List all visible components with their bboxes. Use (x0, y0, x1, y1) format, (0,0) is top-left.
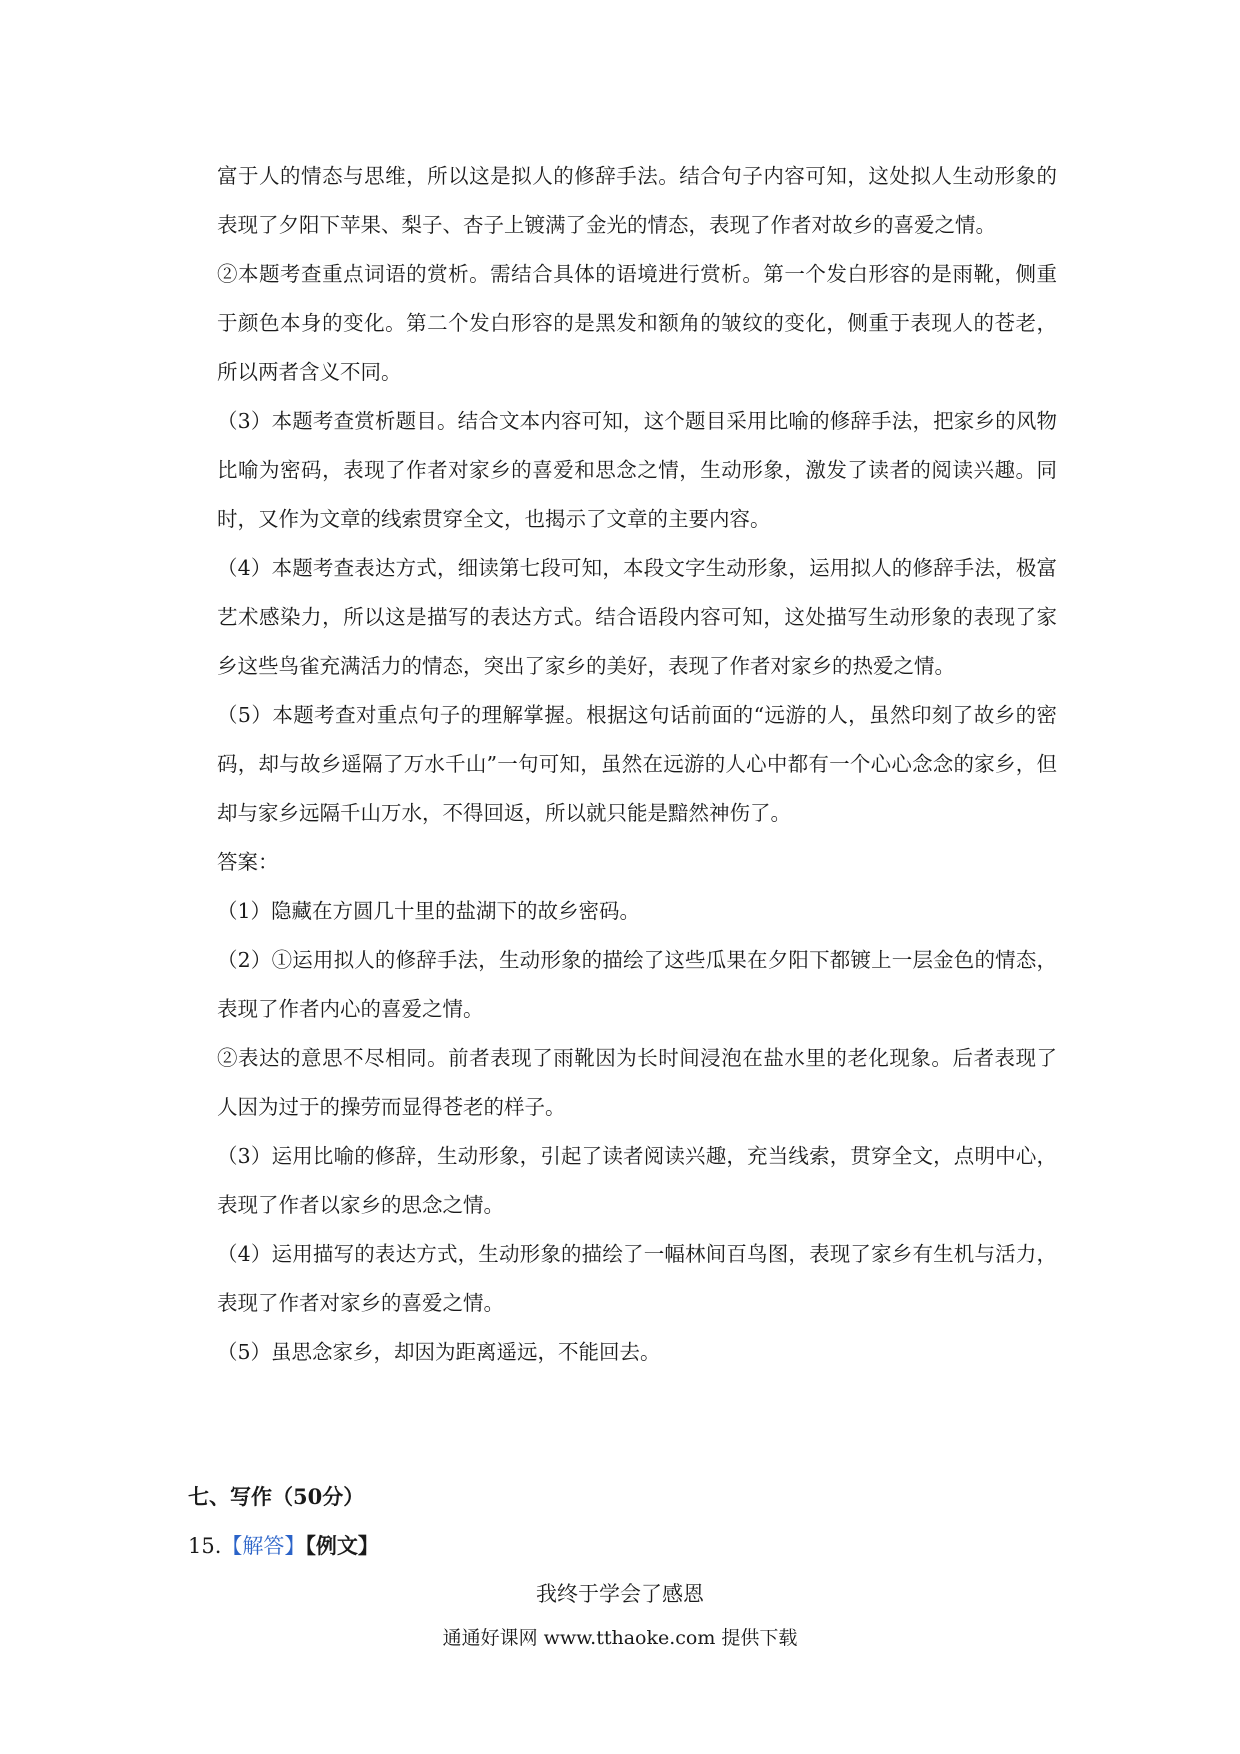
answer-item-2a: （2）①运用拟人的修辞手法，生动形象的描绘了这些瓜果在夕阳下都镀上一层金色的情态，表现了作者内心的喜爱之情。 (217, 948, 1057, 1021)
answer-explanation-body (217, 152, 1057, 1377)
answer-label: 答案： (217, 850, 279, 874)
section-heading-writing: 七、写作（50分） (188, 1484, 365, 1509)
example-essay-tag: 【例文】 (305, 1533, 379, 1558)
answer-item-3: （3）运用比喻的修辞，生动形象，引起了读者阅读兴趣，充当线索，贯穿全文，点明中心，表现了作者以家乡的思念之情。 (217, 1144, 1057, 1217)
answer-item-5: （5）虽思念家乡，却因为距离遥远，不能回去。 (217, 1340, 661, 1364)
question-number: 15. (188, 1534, 222, 1558)
paragraph-expression-method: （4）本题考查表达方式，细读第七段可知，本段文字生动形象，运用拟人的修辞手法，极富艺术感染力，所以这是描写的表达方式。结合语段内容可知，这处描写生动形象的表现了家乡这些鸟雀充满活力的情态，突出了家乡的美好，表现了作者对家乡的热爱之情。 (217, 556, 1057, 678)
paragraph-title-analysis: （3）本题考查赏析题目。结合文本内容可知，这个题目采用比喻的修辞手法，把家乡的风物比喻为密码，表现了作者对家乡的喜爱和思念之情，生动形象，激发了读者的阅读兴趣。同时，又作为文章的线索贯穿全文，也揭示了文章的主要内容。 (217, 409, 1057, 531)
paragraph-word-appreciation: ②本题考查重点词语的赏析。需结合具体的语境进行赏析。第一个发白形容的是雨靴，侧重于颜色本身的变化。第二个发白形容的是黑发和额角的皱纹的变化，侧重于表现人的苍老，所以两者含义不同。 (217, 262, 1057, 384)
paragraph-sentence-understanding: （5）本题考查对重点句子的理解掌握。根据这句话前面的“远游的人，虽然印刻了故乡的密码，却与故乡遥隔了万水千山”一句可知，虽然在远游的人心中都有一个心心念念的家乡，但却与家乡远隔千山万水，不得回返，所以就只能是黯然神伤了。 (217, 703, 1057, 825)
answer-item-2b: ②表达的意思不尽相同。前者表现了雨靴因为长时间浸泡在盐水里的老化现象。后者表现了人因为过于的操劳而显得苍老的样子。 (217, 1046, 1057, 1119)
answer-tag: 【解答】 (221, 1534, 306, 1558)
paragraph-rhetoric-analysis: 富于人的情态与思维，所以这是拟人的修辞手法。结合句子内容可知，这处拟人生动形象的表现了夕阳下苹果、梨子、杏子上镀满了金光的情态，表现了作者对故乡的喜爱之情。 (217, 164, 1057, 237)
page-footer: 通通好课网 www.tthaoke.com 提供下载 (442, 1627, 798, 1649)
answer-item-1: （1）隐藏在方圆几十里的盐湖下的故乡密码。 (217, 899, 641, 923)
question-15-line (188, 1521, 379, 1571)
answer-item-4: （4）运用描写的表达方式，生动形象的描绘了一幅林间百鸟图，表现了家乡有生机与活力，表现了作者对家乡的喜爱之情。 (217, 1242, 1057, 1315)
essay-title: 我终于学会了感恩 (536, 1582, 704, 1606)
